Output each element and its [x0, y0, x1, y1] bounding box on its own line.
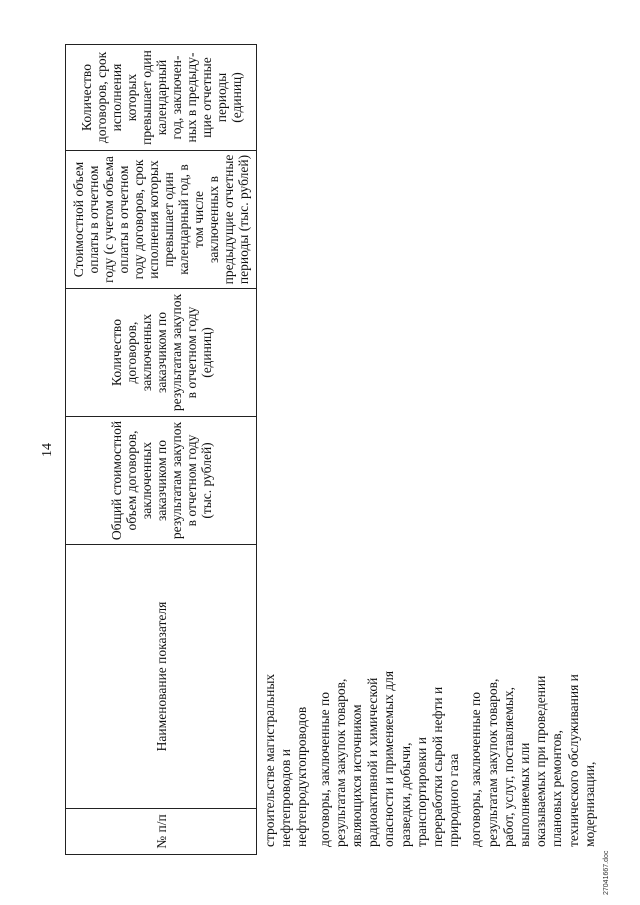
document-code: 27041667.doc — [603, 850, 610, 895]
header-col-name: Наименование показателя — [66, 545, 257, 809]
indicator-table-header — [65, 44, 257, 855]
header-col-multi-year-count: Количество договоров, срок исполнения которых превышает один календарный год, заключен-ных в предыду-щие отчетные периоды (единиц) — [66, 45, 257, 151]
header-col-number: № п/п — [66, 809, 257, 855]
table-row: строительстве магистральных нефтепроводов и нефтепродуктопроводов — [262, 673, 310, 847]
header-col-count: Количество договоров, заключенных заказчиком по результатам закупок в отчетном году (единиц) — [66, 289, 257, 417]
header-col-total-value: Общий стоимостной объем договоров, заключенных заказчиком по результатам закупок в отчетном году (тыс. рублей) — [66, 417, 257, 545]
table-body — [262, 287, 604, 847]
page-number: 14 — [40, 443, 55, 457]
table-header-row — [66, 45, 257, 855]
header-col-payment-value: Стоимостной объем оплаты в отчетном году (с учетом объема оплаты в отчетном году договоров, срок исполнения которых превышает один календарный год, в том числе заключенных в предыдущие отчетные периоды (тыс. рублей) — [66, 151, 257, 289]
table-row: договоры, заключенные по результатам закупок товаров, работ, услуг, поставляемых, выполняемых или оказываемых при проведении плановых ремонтов, технического обслуживания и модернизации, — [468, 674, 597, 847]
table-row: договоры, заключенные по результатам закупок товаров, являющихся источником радиоактивной и химической опасности и применяемых для разведки, добычи, транспортировки и переработки сырой нефти и природного газа — [316, 670, 462, 847]
